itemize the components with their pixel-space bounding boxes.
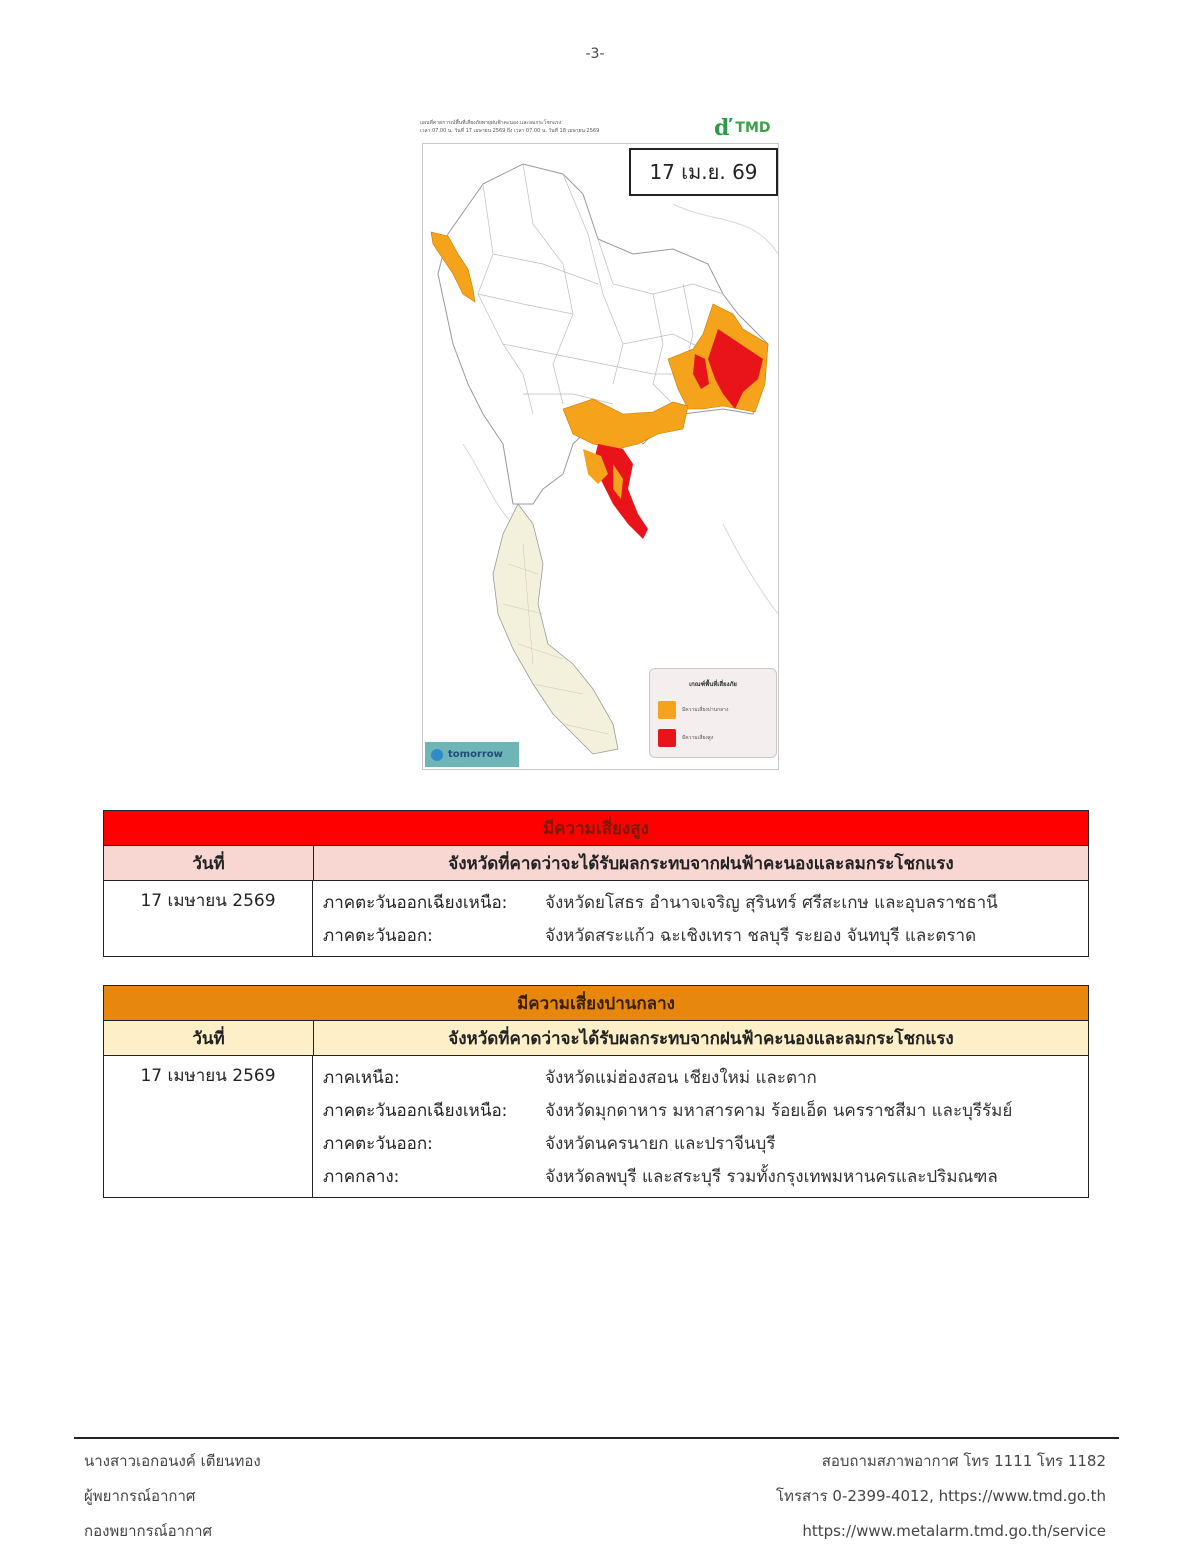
region-label: ภาคตะวันออก:: [323, 1134, 433, 1154]
tomorrow-logo-icon: [431, 749, 443, 761]
region-label: ภาคตะวันออก:: [323, 926, 433, 946]
col-date-header: วันที่: [104, 1021, 314, 1055]
table-row: [323, 919, 1088, 952]
province-list: จังหวัดนครนายก และปราจีนบุรี: [545, 1134, 776, 1154]
agency-logos: [714, 115, 778, 141]
division-name: กองพยากรณ์อากาศ: [84, 1522, 213, 1540]
page-number: -3-: [585, 46, 605, 62]
moderate-risk-table: [103, 985, 1089, 1198]
region-label: ภาคกลาง:: [323, 1167, 400, 1187]
f-logo-icon: ď: [714, 115, 730, 141]
tomorrow-badge: [425, 742, 519, 767]
map-date-label: 17 เม.ย. 69: [629, 148, 778, 196]
table-row: [323, 1094, 1088, 1127]
col-date-header: วันที่: [104, 846, 314, 880]
province-list: จังหวัดยโสธร อำนาจเจริญ สุรินทร์ ศรีสะเกษ และอุบลราชธานี: [545, 893, 998, 913]
service-url: https://www.metalarm.tmd.go.th/service: [802, 1522, 1106, 1540]
legend-label-high: มีความเสี่ยงสูง: [682, 735, 714, 741]
map-legend: [649, 668, 777, 758]
legend-item-moderate: [658, 701, 728, 719]
high-swatch-icon: [658, 729, 676, 747]
moderate-swatch-icon: [658, 701, 676, 719]
footer-divider: [74, 1437, 1119, 1439]
region-label: ภาคตะวันออกเฉียงเหนือ:: [323, 893, 508, 913]
moderate-risk-title: มีความเสี่ยงปานกลาง: [104, 986, 1088, 1021]
table-row: [323, 886, 1088, 919]
moderate-risk-body: [104, 1056, 1088, 1197]
province-list: จังหวัดสระแก้ว ฉะเชิงเทรา ชลบุรี ระยอง จันทบุรี และตราด: [545, 926, 977, 946]
moderate-risk-date: 17 เมษายน 2569: [104, 1056, 313, 1197]
table-row: [323, 1127, 1088, 1160]
map-header-period: เวลา 07.00 น. วันที่ 17 เมษายน 2569 ถึง เวลา 07.00 น. วันที่ 18 เมษายน 2569: [420, 128, 600, 134]
region-label: ภาคตะวันออกเฉียงเหนือ:: [323, 1101, 508, 1121]
high-risk-title: มีความเสี่ยงสูง: [104, 811, 1088, 846]
province-list: จังหวัดลพบุรี และสระบุรี รวมทั้งกรุงเทพมหานครและปริมณฑล: [545, 1167, 998, 1187]
high-risk-date: 17 เมษายน 2569: [104, 881, 313, 956]
legend-title: เกณฑ์พื้นที่เสี่ยงภัย: [689, 681, 737, 688]
high-risk-body: [104, 881, 1088, 956]
table-row: [323, 1061, 1088, 1094]
tmd-logo-icon: TMD: [735, 120, 771, 136]
province-list: จังหวัดแม่ฮ่องสอน เชียงใหม่ และตาก: [545, 1068, 817, 1088]
contact-fax-web: โทรสาร 0-2399-4012, https://www.tmd.go.th: [776, 1487, 1106, 1505]
tomorrow-label: tomorrow: [448, 749, 503, 760]
moderate-risk-header-row: [104, 1021, 1088, 1056]
footer-signature: [84, 1444, 261, 1549]
forecaster-name: นางสาวเอกอนงค์ เตียนทอง: [84, 1452, 261, 1470]
legend-label-moderate: มีความเสี่ยงปานกลาง: [682, 707, 729, 713]
legend-item-high: [658, 729, 713, 747]
high-risk-table: [103, 810, 1089, 957]
region-label: ภาคเหนือ:: [323, 1068, 400, 1088]
footer-contact: [776, 1444, 1106, 1549]
table-row: [323, 1160, 1088, 1193]
high-risk-header-row: [104, 846, 1088, 881]
col-provinces-header: จังหวัดที่คาดว่าจะได้รับผลกระทบจากฝนฟ้าคะนองและลมกระโชกแรง: [448, 853, 954, 874]
contact-phone: สอบถามสภาพอากาศ โทร 1111 โทร 1182: [821, 1452, 1106, 1470]
province-list: จังหวัดมุกดาหาร มหาสารคาม ร้อยเอ็ด นครราชสีมา และบุรีรัมย์: [545, 1101, 1013, 1121]
forecaster-title: ผู้พยากรณ์อากาศ: [84, 1487, 196, 1505]
risk-map-figure: [420, 113, 778, 768]
col-provinces-header: จังหวัดที่คาดว่าจะได้รับผลกระทบจากฝนฟ้าคะนองและลมกระโชกแรง: [448, 1028, 954, 1049]
thailand-map: [422, 143, 779, 770]
map-header-title: แผนที่คาดการณ์พื้นที่เสี่ยงภัยพายุฝนฟ้าคะนอง และลมกระโชกแรง: [420, 120, 562, 126]
